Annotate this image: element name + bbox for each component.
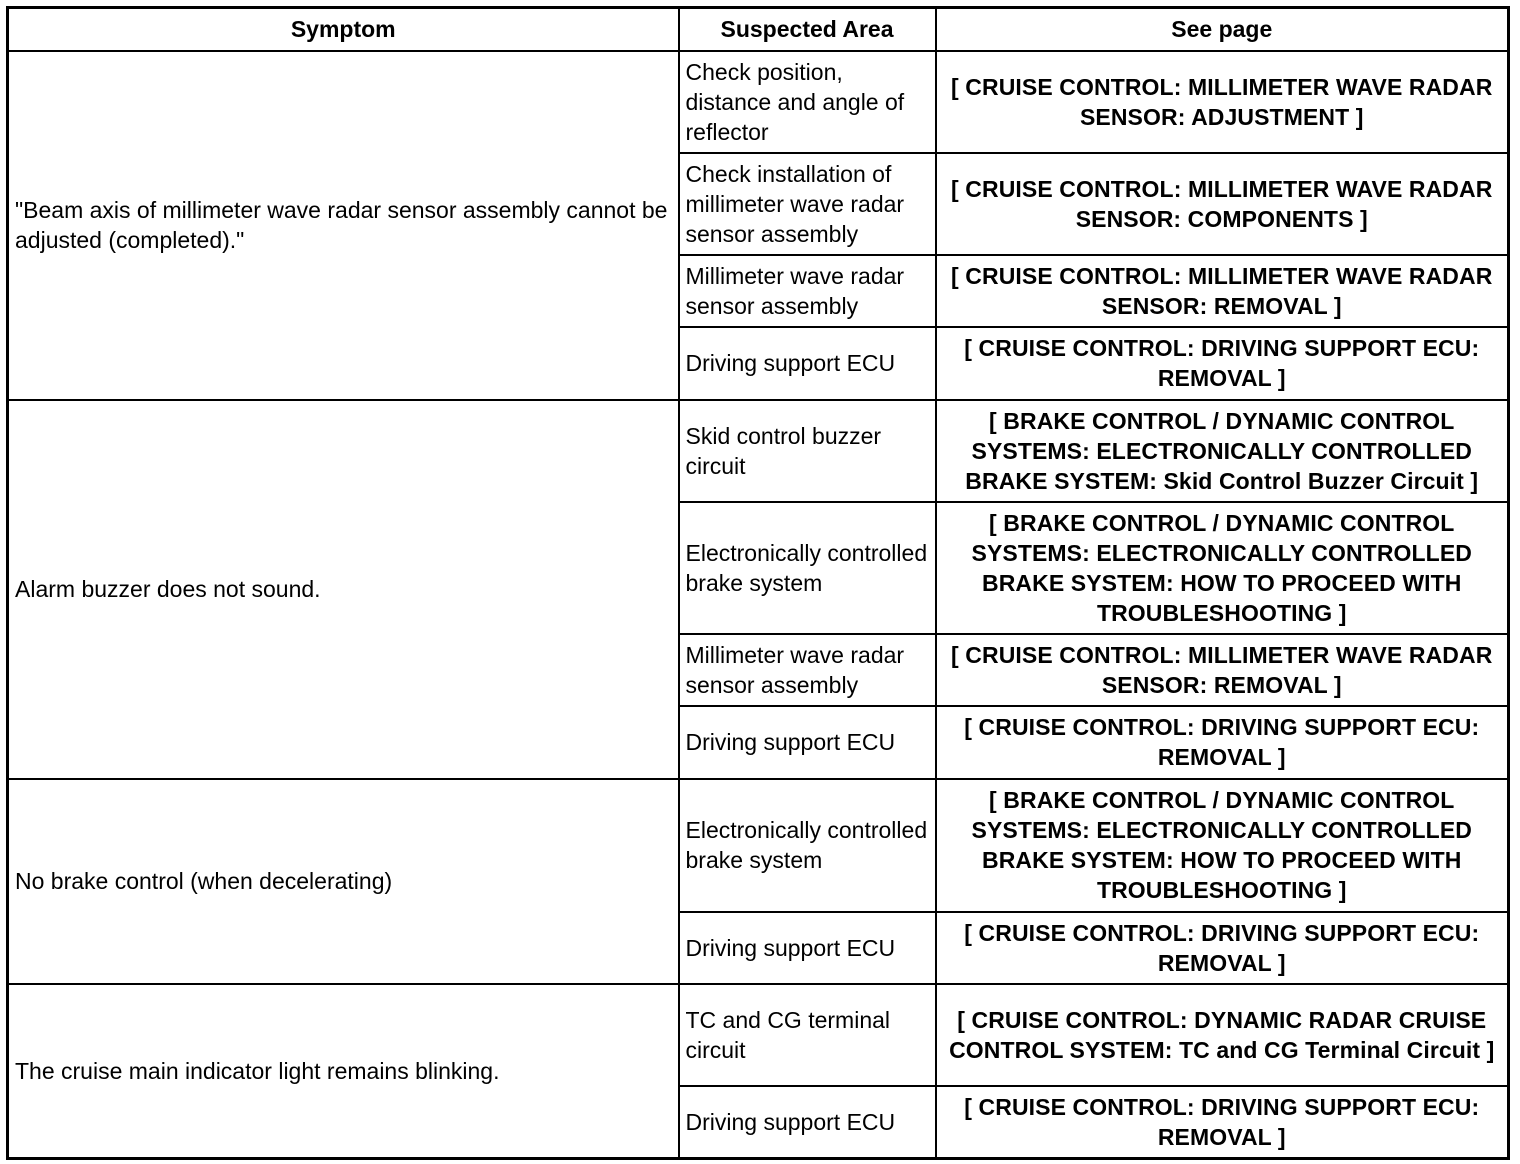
header-symptom: Symptom [8, 8, 679, 51]
see-page-link[interactable]: [ CRUISE CONTROL: MILLIMETER WAVE RADAR SENSOR: REMOVAL ] [936, 634, 1509, 706]
see-page-link[interactable]: [ CRUISE CONTROL: DRIVING SUPPORT ECU: REMOVAL ] [936, 706, 1509, 779]
suspected-area-cell: Driving support ECU [679, 1086, 936, 1159]
suspected-area-cell: Millimeter wave radar sensor assembly [679, 634, 936, 706]
see-page-link[interactable]: [ CRUISE CONTROL: DRIVING SUPPORT ECU: REMOVAL ] [936, 327, 1509, 400]
suspected-area-cell: Driving support ECU [679, 327, 936, 400]
troubleshooting-table [6, 6, 1510, 1160]
symptom-cell: Alarm buzzer does not sound. [8, 400, 679, 779]
see-page-link[interactable]: [ CRUISE CONTROL: DRIVING SUPPORT ECU: REMOVAL ] [936, 1086, 1509, 1159]
suspected-area-cell: Check installation of millimeter wave radar sensor assembly [679, 153, 936, 255]
see-page-link[interactable]: [ CRUISE CONTROL: MILLIMETER WAVE RADAR SENSOR: REMOVAL ] [936, 255, 1509, 327]
see-page-link[interactable]: [ BRAKE CONTROL / DYNAMIC CONTROL SYSTEMS: ELECTRONICALLY CONTROLLED BRAKE SYSTEM: HOW TO PROCEED WITH TROUBLESHOOTING ] [936, 779, 1509, 912]
suspected-area-cell: Driving support ECU [679, 912, 936, 984]
see-page-link[interactable]: [ CRUISE CONTROL: DRIVING SUPPORT ECU: REMOVAL ] [936, 912, 1509, 984]
symptom-cell: No brake control (when decelerating) [8, 779, 679, 984]
see-page-link[interactable]: [ BRAKE CONTROL / DYNAMIC CONTROL SYSTEMS: ELECTRONICALLY CONTROLLED BRAKE SYSTEM: Skid Control Buzzer Circuit ] [936, 400, 1509, 502]
suspected-area-cell: Electronically controlled brake system [679, 779, 936, 912]
suspected-area-cell: Driving support ECU [679, 706, 936, 779]
see-page-link[interactable]: [ CRUISE CONTROL: MILLIMETER WAVE RADAR SENSOR: COMPONENTS ] [936, 153, 1509, 255]
suspected-area-cell: Electronically controlled brake system [679, 502, 936, 634]
see-page-link[interactable]: [ BRAKE CONTROL / DYNAMIC CONTROL SYSTEMS: ELECTRONICALLY CONTROLLED BRAKE SYSTEM: HOW TO PROCEED WITH TROUBLESHOOTING ] [936, 502, 1509, 634]
suspected-area-cell: Millimeter wave radar sensor assembly [679, 255, 936, 327]
header-see-page: See page [936, 8, 1509, 51]
header-row [8, 8, 1509, 51]
suspected-area-cell: TC and CG terminal circuit [679, 984, 936, 1086]
see-page-link[interactable]: [ CRUISE CONTROL: MILLIMETER WAVE RADAR SENSOR: ADJUSTMENT ] [936, 51, 1509, 153]
table-row [8, 779, 1509, 912]
suspected-area-cell: Skid control buzzer circuit [679, 400, 936, 502]
header-suspected-area: Suspected Area [679, 8, 936, 51]
table-row [8, 984, 1509, 1086]
symptom-cell: "Beam axis of millimeter wave radar sensor assembly cannot be adjusted (completed)." [8, 51, 679, 400]
table-row [8, 400, 1509, 502]
see-page-link[interactable]: [ CRUISE CONTROL: DYNAMIC RADAR CRUISE CONTROL SYSTEM: TC and CG Terminal Circuit ] [936, 984, 1509, 1086]
suspected-area-cell: Check position, distance and angle of reflector [679, 51, 936, 153]
table-row [8, 51, 1509, 153]
symptom-cell: The cruise main indicator light remains blinking. [8, 984, 679, 1159]
